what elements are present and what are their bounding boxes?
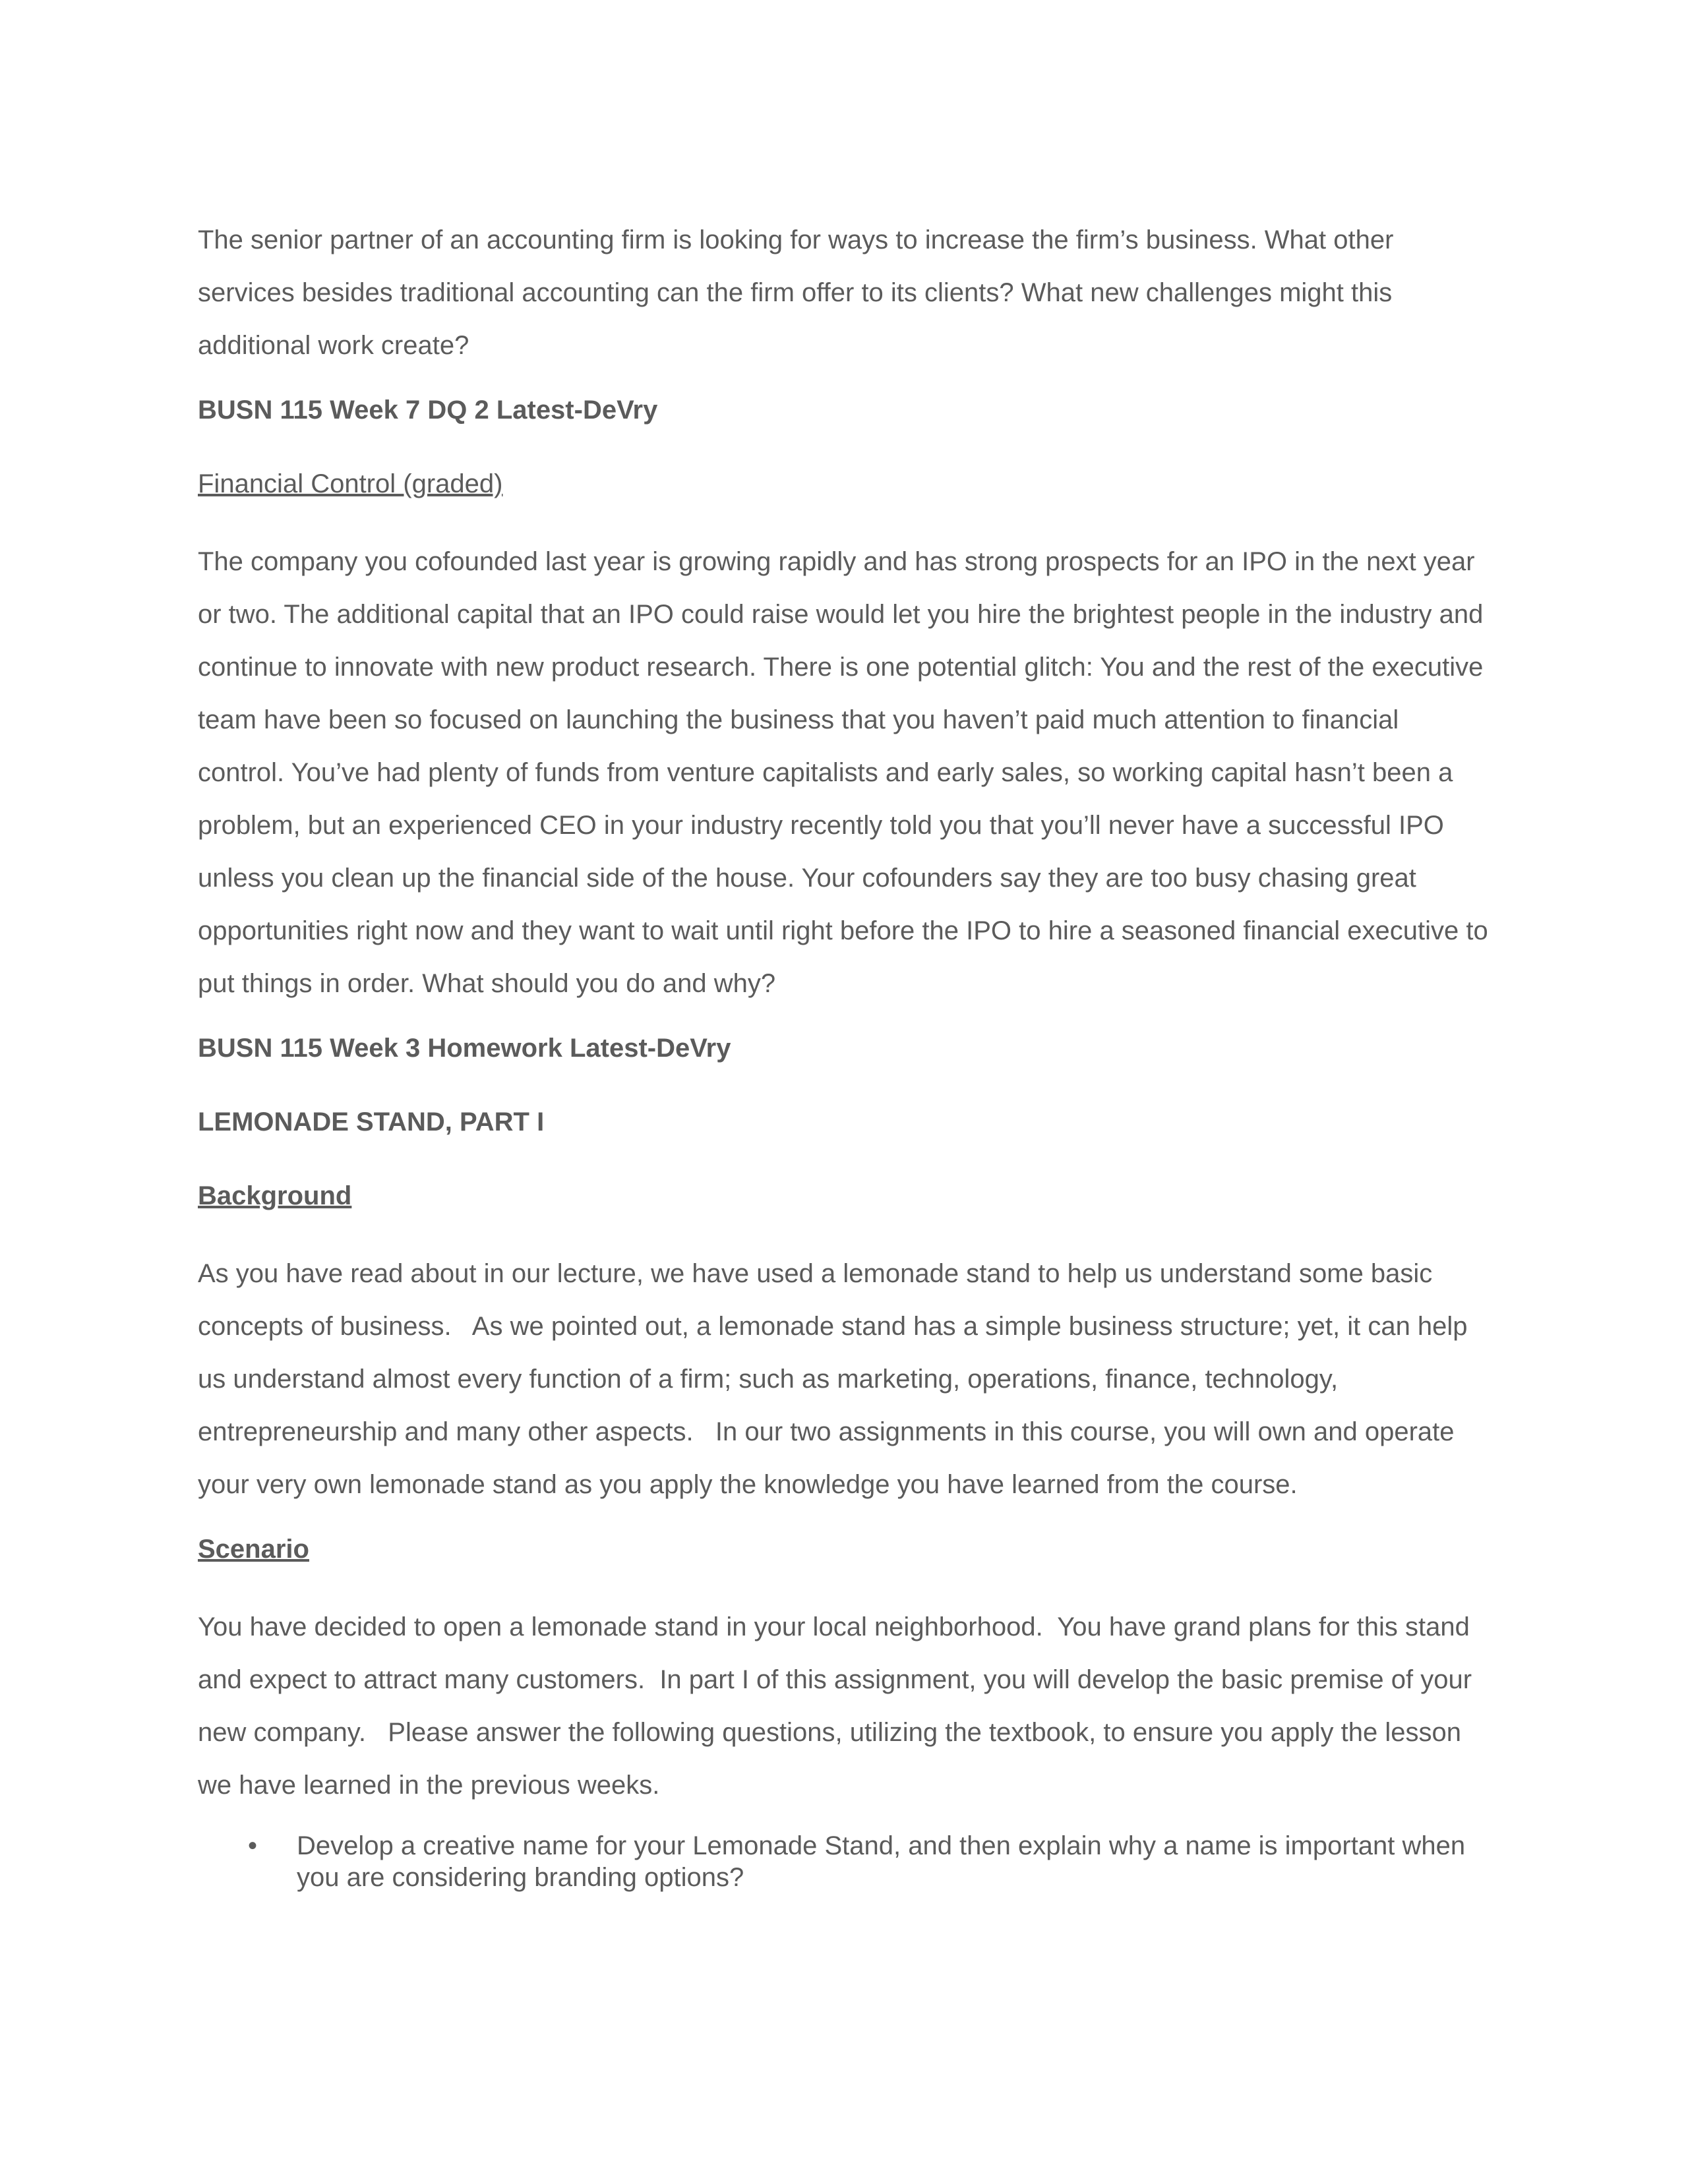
heading-scenario: Scenario [198, 1535, 309, 1564]
paragraph-ipo: The company you cofounded last year is growing rapidly and has strong prospects for an IPO in the next year or two. The additional capital that an IPO could raise would let you hire the brightest people in the industry and continue to innovate with new product research. There is one potential glitch: You and the rest of the executive team have been so focused on launching the business that you haven’t paid much attention to financial control. You’ve had plenty of funds from venture capitalists and early sales, so working capital hasn’t been a problem, but an experienced CEO in your industry recently told you that you’ll never have a successful IPO unless you clean up the financial side of the house. Your cofounders say they are too busy chasing great opportunities right now and they want to wait until right before the IPO to hire a seasoned financial executive to put things in order. What should you do and why? [198, 547, 1495, 998]
paragraph-background: As you have read about in our lecture, we have used a lemonade stand to help us understand some basic concepts of business. As we pointed out, a lemonade stand has a simple business structure; yet, it can help us understand almost every function of a firm; such as marketing, operations, finance, technology, entrepreneurship and many other aspects. In our two assignments in this course, you will own and operate your very own lemonade stand as you apply the knowledge you have learned from the course. [198, 1259, 1475, 1499]
document-page [198, 214, 1495, 1893]
link-financial-control[interactable]: Financial Control (graded) [198, 469, 503, 498]
heading-week7-dq2: BUSN 115 Week 7 DQ 2 Latest-DeVry [198, 396, 658, 425]
bullet-list [198, 1830, 1490, 1893]
heading-week3-homework: BUSN 115 Week 3 Homework Latest-DeVry [198, 1034, 731, 1063]
paragraph-accounting-firm: The senior partner of an accounting firm is looking for ways to increase the firm’s business. What other services besides traditional accounting can the firm offer to its clients? What new challenges might this additional work create? [198, 225, 1401, 360]
heading-background: Background [198, 1181, 352, 1210]
paragraph-scenario: You have decided to open a lemonade stand in your local neighborhood. You have grand plans for this stand and expect to attract many customers. In part I of this assignment, you will develop the basic premise of your new company. Please answer the following questions, utilizing the textbook, to ensure you apply the lesson we have learned in the previous weeks. [198, 1612, 1480, 1800]
heading-lemonade-stand: LEMONADE STAND, PART I [198, 1107, 545, 1136]
bullet-marker: • [248, 1831, 258, 1860]
list-item-text: Develop a creative name for your Lemonade Stand, and then explain why a name is important when you are considering branding options? [297, 1831, 1466, 1892]
list-item [198, 1830, 1490, 1893]
